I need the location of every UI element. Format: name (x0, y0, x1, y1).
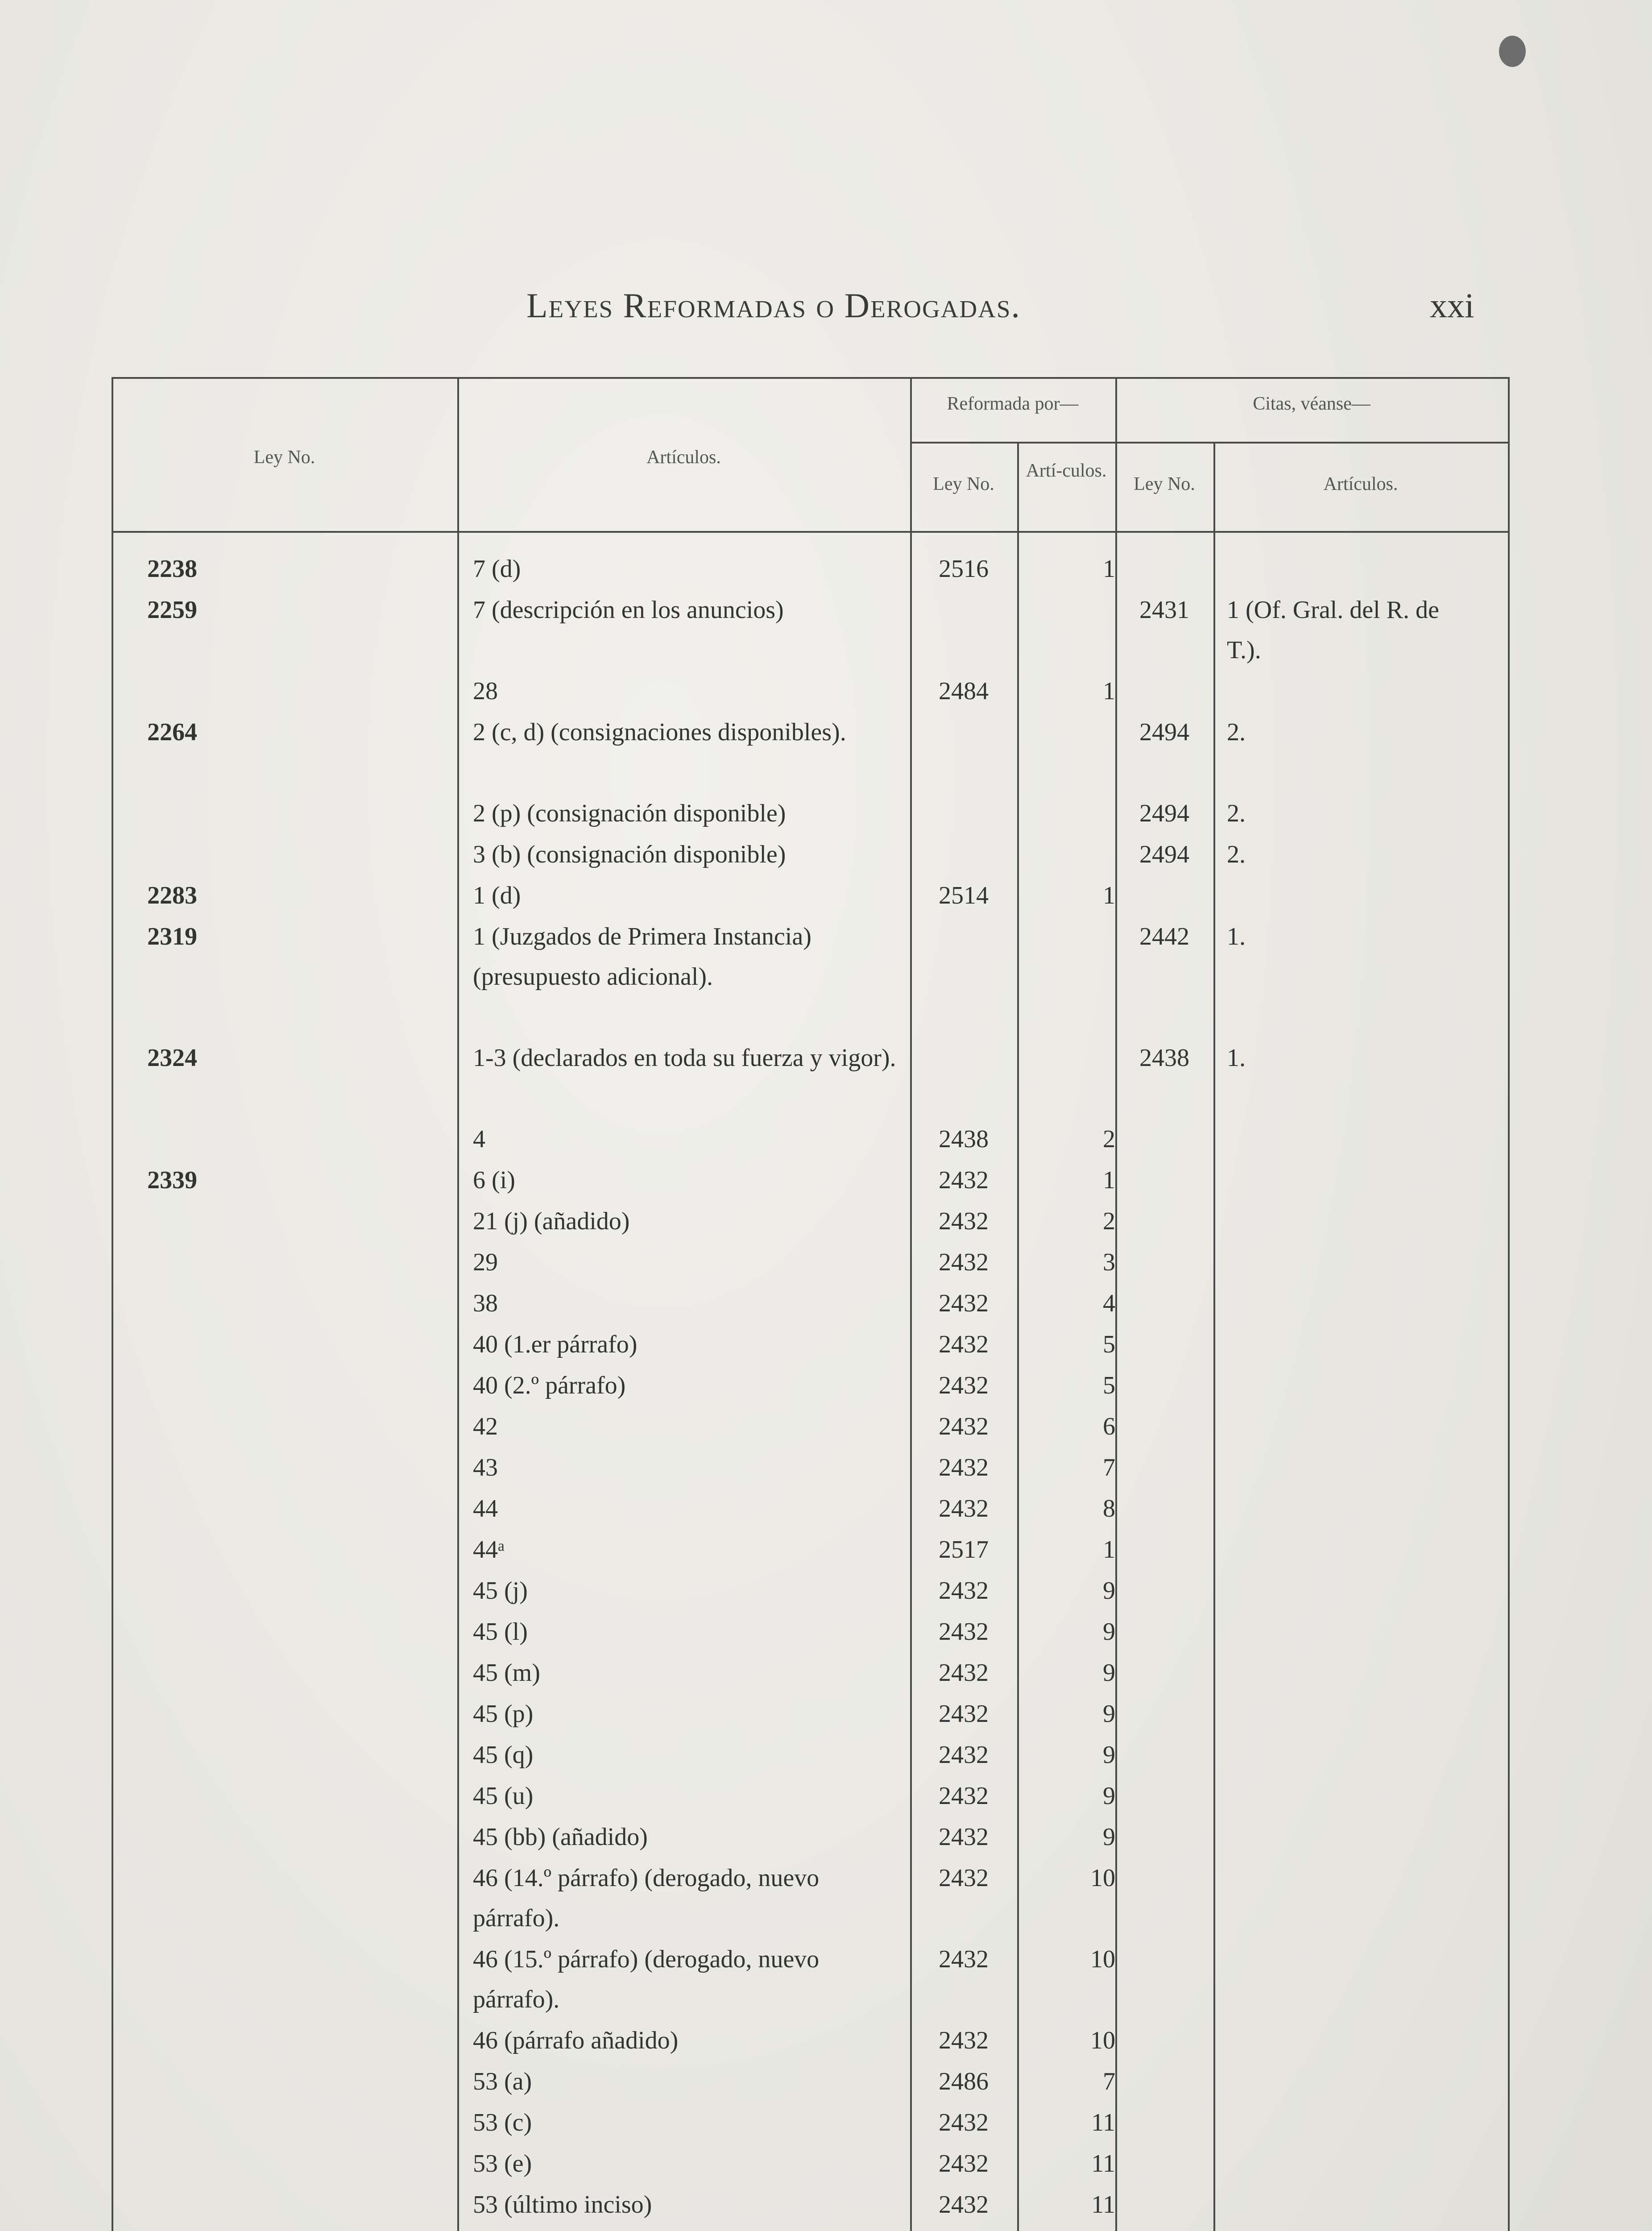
header-citas-ley: Ley No. (1134, 474, 1195, 494)
reformada-articulo: 9 (1103, 1659, 1115, 1687)
cita-ley-number: 2442 (1139, 923, 1189, 950)
reformada-ley-number: 2432 (939, 1248, 989, 1276)
table-row (0, 671, 1652, 711)
reformada-ley-number: 2432 (939, 2109, 989, 2136)
articulo-text: 44ᵃ (473, 1536, 505, 1563)
table-row (0, 1776, 1652, 1816)
articulo-text: 21 (j) (añadido) (473, 1207, 630, 1235)
articulo-text: 40 (2.º párrafo) (473, 1372, 626, 1399)
reformada-articulo: 1 (1103, 1536, 1115, 1563)
reformada-ley-number: 2484 (939, 677, 989, 705)
reformada-articulo: 4 (1103, 1290, 1115, 1317)
ley-number: 2319 (147, 923, 197, 950)
reformada-ley-number: 2438 (939, 1125, 989, 1153)
table-row (0, 2020, 1652, 2061)
cita-ley-number: 2494 (1139, 841, 1189, 868)
articulo-text: 4 (473, 1125, 485, 1153)
reformada-ley-number: 2432 (939, 1454, 989, 1481)
table-top-rule (112, 377, 1508, 379)
articulo-text: 45 (q) (473, 1741, 534, 1769)
table-row (0, 590, 1652, 670)
reformada-ley-number: 2432 (939, 1741, 989, 1769)
reformada-articulo: 10 (1090, 1864, 1115, 1892)
table-row (0, 1242, 1652, 1282)
table-row (0, 549, 1652, 589)
ley-number: 2259 (147, 596, 197, 624)
table-row (0, 1530, 1652, 1570)
ley-number: 2264 (147, 718, 197, 746)
table-row (0, 2144, 1652, 2184)
table-row (0, 1038, 1652, 1118)
reformada-articulo: 1 (1103, 677, 1115, 705)
ley-number: 2238 (147, 555, 197, 583)
reformada-articulo: 9 (1103, 1618, 1115, 1646)
reformada-articulo: 9 (1103, 1741, 1115, 1769)
articulo-text: 45 (l) (473, 1618, 528, 1646)
table-row (0, 2102, 1652, 2143)
reformada-articulo: 1 (1103, 882, 1115, 909)
reformada-articulo: 11 (1091, 2191, 1115, 2219)
reformada-ley-number: 2432 (939, 1290, 989, 1317)
table-row (0, 2061, 1652, 2102)
articulo-text: 46 (14.º párrafo) (derogado, nuevo párrafo). (473, 1864, 820, 1932)
table-row (0, 1735, 1652, 1775)
articulo-text: 38 (473, 1290, 498, 1317)
articulo-text: 53 (e) (473, 2150, 532, 2177)
header-reformada-ley: Ley No. (933, 474, 994, 494)
ley-number: 2283 (147, 882, 197, 909)
reformada-articulo: 8 (1103, 1495, 1115, 1522)
reformada-ley-number: 2432 (939, 1700, 989, 1728)
header-bottom-rule (112, 531, 1508, 533)
cita-articulo: 2. (1227, 718, 1246, 746)
reformada-articulo: 1 (1103, 555, 1115, 583)
header-citas-articulos: Artículos. (1323, 474, 1398, 494)
reformada-ley-number: 2432 (939, 2191, 989, 2219)
articulo-text: 3 (b) (consignación disponible) (473, 841, 786, 868)
reformada-ley-number: 2517 (939, 1536, 989, 1563)
articulo-text: 46 (párrafo añadido) (473, 2027, 679, 2054)
ley-number: 2324 (147, 1044, 197, 1072)
reformada-ley-number: 2432 (939, 1823, 989, 1851)
cita-ley-number: 2494 (1139, 800, 1189, 827)
cita-ley-number: 2438 (1139, 1044, 1189, 1072)
articulo-text: 45 (m) (473, 1659, 540, 1687)
reformada-articulo: 11 (1091, 2109, 1115, 2136)
header-reformada-articulos: Artí-culos. (1026, 460, 1107, 481)
table-row (0, 712, 1652, 792)
articulo-text: 2 (p) (consignación disponible) (473, 800, 786, 827)
table-row (0, 1489, 1652, 1529)
reformada-articulo: 2 (1103, 1125, 1115, 1153)
running-head: Leyes Reformadas o Derogadas. (526, 286, 1021, 325)
table-row (0, 1817, 1652, 1857)
articulo-text: 45 (j) (473, 1577, 528, 1605)
table-row (0, 1365, 1652, 1406)
reformada-ley-number: 2432 (939, 1618, 989, 1646)
reformada-ley-number: 2432 (939, 1166, 989, 1194)
table-row (0, 1447, 1652, 1488)
reformada-ley-number: 2432 (939, 1495, 989, 1522)
reformada-articulo: 11 (1091, 2150, 1115, 2177)
ink-blot (1499, 36, 1526, 67)
reformada-articulo: 7 (1103, 2068, 1115, 2095)
articulo-text: 45 (u) (473, 1782, 534, 1810)
reformada-articulo (1022, 2226, 1120, 2231)
reformada-ley-number: 2486 (939, 2068, 989, 2095)
reformada-articulo: 10 (1090, 2027, 1115, 2054)
table-row (0, 875, 1652, 916)
reformada-ley-number: 2432 (939, 1372, 989, 1399)
articulo-text: 7 (descripción en los anuncios) (473, 596, 784, 624)
page-number: xxi (1430, 286, 1474, 325)
articulo-text: 40 (1.er párrafo) (473, 1331, 638, 1358)
reformada-subheader-rule (910, 442, 1508, 444)
articulo-text: 43 (473, 1454, 498, 1481)
table-row (0, 1653, 1652, 1693)
reformada-articulo: 9 (1103, 1782, 1115, 1810)
cita-ley-number: 2431 (1139, 596, 1189, 624)
articulo-text: 46 (15.º párrafo) (derogado, nuevo párrafo). (473, 1945, 820, 2013)
reformada-articulo: 9 (1103, 1823, 1115, 1851)
table-row (0, 1858, 1652, 1938)
reformada-articulo: 9 (1103, 1577, 1115, 1605)
cita-ley-number: 2494 (1139, 718, 1189, 746)
articulo-text: 53 (último inciso) (473, 2191, 652, 2219)
table-row (0, 2185, 1652, 2225)
header-articulos: Artículos. (646, 447, 721, 468)
cita-articulo: 2. (1227, 800, 1246, 827)
header-reformada-por: Reformada por— (947, 394, 1079, 414)
articulo-text: 45 (p) (473, 1700, 534, 1728)
reformada-ley-number: 2432 (939, 1331, 989, 1358)
cita-articulo: 1 (Of. Gral. del R. de T.). (1227, 596, 1439, 664)
table-row (0, 1201, 1652, 1241)
articulo-text (473, 2226, 901, 2231)
articulo-text: 1 (d) (473, 882, 521, 909)
cita-articulo: 1. (1227, 923, 1246, 950)
table-row (0, 1694, 1652, 1734)
reformada-articulo: 6 (1103, 1413, 1115, 1440)
table-row (0, 1939, 1652, 2020)
table-row (0, 1283, 1652, 1323)
table-row (0, 793, 1652, 834)
reformada-ley-number (915, 2226, 1013, 2231)
reformada-articulo: 5 (1103, 1331, 1115, 1358)
reformada-articulo: 3 (1103, 1248, 1115, 1276)
reformada-ley-number: 2516 (939, 555, 989, 583)
reformada-ley-number: 2432 (939, 1782, 989, 1810)
reformada-articulo: 7 (1103, 1454, 1115, 1481)
reformada-ley-number: 2432 (939, 1207, 989, 1235)
table-row (0, 1612, 1652, 1652)
header-citas: Citas, véanse— (1253, 394, 1370, 414)
header-ley-no: Ley No. (253, 447, 315, 468)
articulo-text: 1-3 (declarados en toda su fuerza y vigor). (473, 1044, 896, 1072)
reformada-articulo: 2 (1103, 1207, 1115, 1235)
articulo-text: 7 (d) (473, 555, 521, 583)
table-row (0, 1571, 1652, 1611)
reformada-ley-number: 2514 (939, 882, 989, 909)
cita-articulo: 1. (1227, 1044, 1246, 1072)
table-row (0, 1406, 1652, 1447)
articulo-text: 1 (Juzgados de Primera Instancia) (presupuesto adicional). (473, 923, 812, 991)
articulo-text: 28 (473, 677, 498, 705)
articulo-text: 45 (bb) (añadido) (473, 1823, 648, 1851)
articulo-text: 29 (473, 1248, 498, 1276)
reformada-ley-number: 2432 (939, 1864, 989, 1892)
reformada-ley-number: 2432 (939, 2150, 989, 2177)
table-row (0, 1324, 1652, 1364)
reformada-ley-number: 2432 (939, 1413, 989, 1440)
table-row (0, 1119, 1652, 1159)
reformada-ley-number: 2432 (939, 2027, 989, 2054)
articulo-text: 53 (c) (473, 2109, 532, 2136)
cita-articulo: 2. (1227, 841, 1246, 868)
ley-number: 2339 (147, 1166, 197, 1194)
articulo-text: 2 (c, d) (consignaciones disponibles). (473, 718, 846, 746)
reformada-articulo: 9 (1103, 1700, 1115, 1728)
table-row (0, 916, 1652, 1037)
articulo-text: 44 (473, 1495, 498, 1522)
reformada-articulo: 5 (1103, 1372, 1115, 1399)
reformada-ley-number: 2432 (939, 1577, 989, 1605)
table-row (0, 2226, 1652, 2231)
articulo-text: 6 (i) (473, 1166, 515, 1194)
reformada-articulo: 10 (1090, 1945, 1115, 1973)
table-row (0, 834, 1652, 875)
reformada-articulo: 1 (1103, 1166, 1115, 1194)
reformada-ley-number: 2432 (939, 1945, 989, 1973)
reformada-ley-number: 2432 (939, 1659, 989, 1687)
articulo-text: 42 (473, 1413, 498, 1440)
articulo-text: 53 (a) (473, 2068, 532, 2095)
table-row (0, 1160, 1652, 1200)
